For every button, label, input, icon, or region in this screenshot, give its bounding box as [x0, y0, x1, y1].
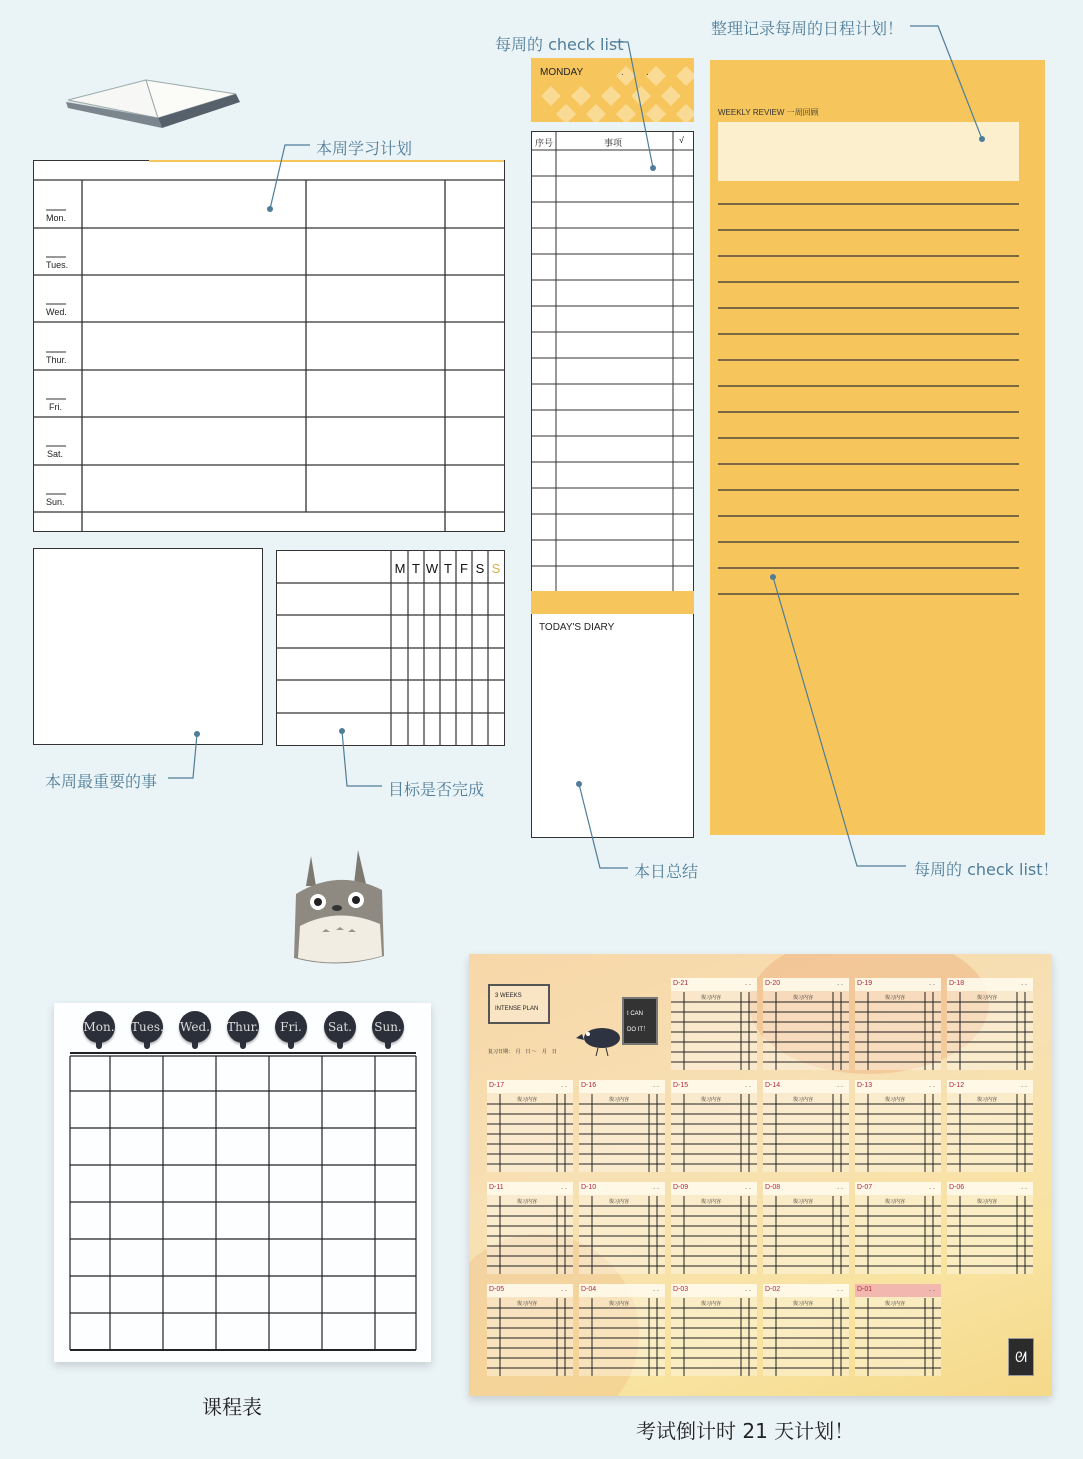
- countdown-day-subtitle: 復习内容: [793, 1301, 814, 1307]
- day-label-mon: Mon.: [46, 213, 67, 223]
- checklist-header: [531, 58, 694, 122]
- timetable-day-fri: Fri.: [275, 1011, 307, 1043]
- countdown-day-card: [763, 1080, 849, 1172]
- countdown-day-subtitle: 復习内容: [885, 995, 906, 1001]
- book-illustration: [58, 74, 248, 134]
- countdown-day-subtitle: 復习内容: [885, 1199, 906, 1205]
- countdown-day-subtitle: 復习内容: [609, 1199, 630, 1205]
- timetable-day-sat: Sat.: [324, 1011, 356, 1043]
- countdown-day-grid: [487, 1182, 573, 1274]
- countdown-day-subtitle: 復习内容: [977, 1199, 998, 1205]
- countdown-day-card: [671, 1080, 757, 1172]
- totoro-figure: [286, 846, 390, 968]
- countdown-day-subtitle: 復习内容: [701, 1097, 722, 1103]
- countdown-day-dots: . .: [1021, 980, 1027, 987]
- countdown-day-subtitle: 復习内容: [977, 995, 998, 1001]
- countdown-day-subtitle: 復习内容: [517, 1097, 538, 1103]
- countdown-day-subtitle: 復习内容: [885, 1097, 906, 1103]
- timetable-day-wed: Wed.: [179, 1011, 211, 1043]
- countdown-day-grid: [763, 978, 849, 1070]
- countdown-day-card: [763, 978, 849, 1070]
- countdown-day-card: [855, 1080, 941, 1172]
- timetable-day-tues: Tues.: [131, 1011, 163, 1043]
- countdown-day-grid: [763, 1284, 849, 1376]
- checklist-table: [531, 131, 694, 838]
- countdown-day-dots: . .: [837, 1286, 843, 1293]
- countdown-day-subtitle: 復习内容: [793, 995, 814, 1001]
- countdown-day-dots: . .: [1021, 1082, 1027, 1089]
- checklist-col-check: √: [679, 135, 684, 145]
- countdown-day-card: [763, 1182, 849, 1274]
- goal-header-s2: S: [491, 561, 501, 576]
- countdown-day-label: D-18: [949, 980, 965, 987]
- countdown-day-label: D-11: [489, 1184, 504, 1191]
- countdown-day-card: [579, 1080, 665, 1172]
- countdown-day-dots: . .: [1021, 1184, 1027, 1191]
- countdown-day-label: D-13: [857, 1082, 873, 1089]
- countdown-day-dots: . .: [929, 980, 935, 987]
- countdown-date-label: 复习日期： 月 日 ～ 月 日: [488, 1049, 557, 1055]
- countdown-title-box: [488, 984, 550, 1024]
- countdown-day-label: D-03: [673, 1286, 689, 1293]
- countdown-day-grid: [855, 1182, 941, 1274]
- day-label-fri: Fri.: [49, 402, 62, 412]
- countdown-sign-line2: DO IT！: [627, 1027, 649, 1033]
- countdown-day-grid: [763, 1182, 849, 1274]
- countdown-day-grid: [763, 1080, 849, 1172]
- countdown-day-grid: [579, 1284, 665, 1376]
- countdown-day-grid: [947, 978, 1033, 1070]
- countdown-day-card: [855, 1182, 941, 1274]
- countdown-title-line1: 3 WEEKS: [495, 993, 522, 999]
- checklist-date-dots: . .: [621, 67, 649, 78]
- day-label-sun: Sun.: [46, 497, 65, 507]
- goal-header-m: M: [394, 561, 406, 576]
- diary-title: TODAY'S DIARY: [539, 622, 615, 633]
- countdown-day-label: D-05: [489, 1286, 505, 1293]
- countdown-day-card: [671, 978, 757, 1070]
- countdown-day-subtitle: 復习内容: [793, 1097, 814, 1103]
- countdown-caption: 考试倒计时 21 天计划！: [636, 1419, 855, 1443]
- countdown-day-grid: [487, 1284, 573, 1376]
- countdown-day-card: [947, 978, 1033, 1070]
- countdown-day-grid: [855, 1284, 941, 1376]
- timetable-card: [54, 1003, 431, 1362]
- countdown-day-card: [671, 1284, 757, 1376]
- countdown-day-label: D-14: [765, 1082, 781, 1089]
- annotation-weekly-schedule: 整理记录每周的日程计划！: [711, 19, 904, 38]
- countdown-day-dots: . .: [745, 980, 751, 987]
- countdown-day-subtitle: 復习内容: [885, 1301, 906, 1307]
- checklist-divider-band: [531, 591, 694, 614]
- annotation-daily-summary: 本日总结: [634, 862, 699, 881]
- day-label-wed: Wed.: [46, 307, 67, 317]
- countdown-day-label: D-10: [581, 1184, 597, 1191]
- countdown-day-dots: . .: [653, 1286, 659, 1293]
- countdown-day-subtitle: 復习内容: [793, 1199, 814, 1205]
- annotation-weekly-study-plan: 本周学习计划: [316, 139, 413, 158]
- countdown-day-dots: . .: [929, 1286, 935, 1293]
- countdown-day-label: D-07: [857, 1184, 873, 1191]
- countdown-day-label: D-20: [765, 980, 781, 987]
- countdown-day-label: D-12: [949, 1082, 965, 1089]
- timetable-day-sun: Sun.: [372, 1011, 404, 1043]
- countdown-day-label: D-01: [857, 1286, 873, 1293]
- checklist-col-index: 序号: [535, 139, 554, 149]
- bunny-stamp: ᘛ: [1008, 1338, 1034, 1376]
- weekly-plan-table: [33, 160, 505, 532]
- countdown-day-dots: . .: [745, 1184, 751, 1191]
- countdown-day-dots: . .: [561, 1184, 567, 1191]
- countdown-day-grid: [579, 1182, 665, 1274]
- annotation-weekly-checklist-top: 每周的 check list: [495, 35, 624, 54]
- countdown-day-grid: [855, 978, 941, 1070]
- goal-header-t2: T: [444, 561, 452, 576]
- countdown-day-dots: . .: [745, 1082, 751, 1089]
- countdown-day-subtitle: 復习内容: [701, 1199, 722, 1205]
- countdown-day-card: [855, 1284, 941, 1376]
- countdown-day-dots: . .: [837, 980, 843, 987]
- checklist-day: MONDAY: [540, 67, 584, 78]
- timetable-caption: 课程表: [202, 1395, 262, 1419]
- countdown-day-card: [947, 1080, 1033, 1172]
- goal-header-t: T: [412, 561, 420, 576]
- countdown-day-card: [671, 1182, 757, 1274]
- checklist-col-item: 事项: [604, 139, 623, 149]
- countdown-day-label: D-04: [581, 1286, 597, 1293]
- day-label-thur: Thur.: [46, 355, 67, 365]
- countdown-day-label: D-19: [857, 980, 873, 987]
- countdown-day-grid: [947, 1182, 1033, 1274]
- countdown-day-subtitle: 復习内容: [517, 1301, 538, 1307]
- annotation-most-important: 本周最重要的事: [45, 772, 158, 791]
- countdown-day-grid: [855, 1080, 941, 1172]
- countdown-day-dots: . .: [837, 1184, 843, 1191]
- countdown-day-card: [763, 1284, 849, 1376]
- countdown-sign-line1: I CAN: [627, 1011, 644, 1017]
- day-label-tues: Tues.: [46, 260, 69, 270]
- countdown-day-subtitle: 復习内容: [701, 1301, 722, 1307]
- countdown-day-label: D-16: [581, 1082, 597, 1089]
- countdown-day-subtitle: 復习内容: [977, 1097, 998, 1103]
- countdown-day-grid: [487, 1080, 573, 1172]
- countdown-day-dots: . .: [929, 1184, 935, 1191]
- most-important-box: [33, 548, 263, 745]
- countdown-day-label: D-08: [765, 1184, 781, 1191]
- countdown-day-card: [855, 978, 941, 1070]
- countdown-day-dots: . .: [745, 1286, 751, 1293]
- countdown-day-grid: [579, 1080, 665, 1172]
- countdown-day-dots: . .: [561, 1286, 567, 1293]
- countdown-sign: [622, 997, 658, 1045]
- countdown-day-subtitle: 復习内容: [517, 1199, 538, 1205]
- countdown-day-card: [579, 1182, 665, 1274]
- annotation-goal-done: 目标是否完成: [388, 780, 485, 799]
- countdown-day-card: [487, 1080, 573, 1172]
- countdown-day-dots: . .: [561, 1082, 567, 1089]
- countdown-day-grid: [671, 1182, 757, 1274]
- countdown-day-grid: [671, 1080, 757, 1172]
- goal-header-w: W: [425, 561, 439, 576]
- countdown-day-card: [487, 1182, 573, 1274]
- countdown-day-subtitle: 復习内容: [701, 995, 722, 1001]
- countdown-day-label: D-15: [673, 1082, 689, 1089]
- goal-table: [276, 550, 505, 746]
- countdown-day-dots: . .: [653, 1184, 659, 1191]
- countdown-day-grid: [671, 1284, 757, 1376]
- countdown-day-label: D-09: [673, 1184, 689, 1191]
- goal-header-s: S: [475, 561, 485, 576]
- countdown-day-label: D-06: [949, 1184, 965, 1191]
- timetable-day-mon: Mon.: [83, 1011, 115, 1043]
- countdown-day-subtitle: 復习内容: [609, 1301, 630, 1307]
- timetable-day-thur: Thur.: [227, 1011, 259, 1043]
- countdown-day-card: [487, 1284, 573, 1376]
- countdown-title-line2: INTENSE PLAN: [495, 1006, 539, 1012]
- weekly-review-title: WEEKLY REVIEW 一周回顾: [718, 108, 819, 117]
- countdown-day-card: [947, 1182, 1033, 1274]
- goal-header-f: F: [460, 561, 468, 576]
- countdown-day-grid: [671, 978, 757, 1070]
- countdown-day-card: [579, 1284, 665, 1376]
- countdown-day-subtitle: 復习内容: [609, 1097, 630, 1103]
- countdown-day-dots: . .: [653, 1082, 659, 1089]
- countdown-day-label: D-21: [673, 980, 689, 987]
- annotation-weekly-checklist-bottom: 每周的 check list！: [914, 860, 1059, 879]
- weekly-review-notebox: [718, 122, 1019, 181]
- day-label-sat: Sat.: [47, 449, 64, 459]
- countdown-day-dots: . .: [837, 1082, 843, 1089]
- countdown-day-dots: . .: [929, 1082, 935, 1089]
- countdown-day-label: D-17: [489, 1082, 505, 1089]
- countdown-day-label: D-02: [765, 1286, 781, 1293]
- crow-illustration: [576, 1018, 626, 1058]
- countdown-day-grid: [947, 1080, 1033, 1172]
